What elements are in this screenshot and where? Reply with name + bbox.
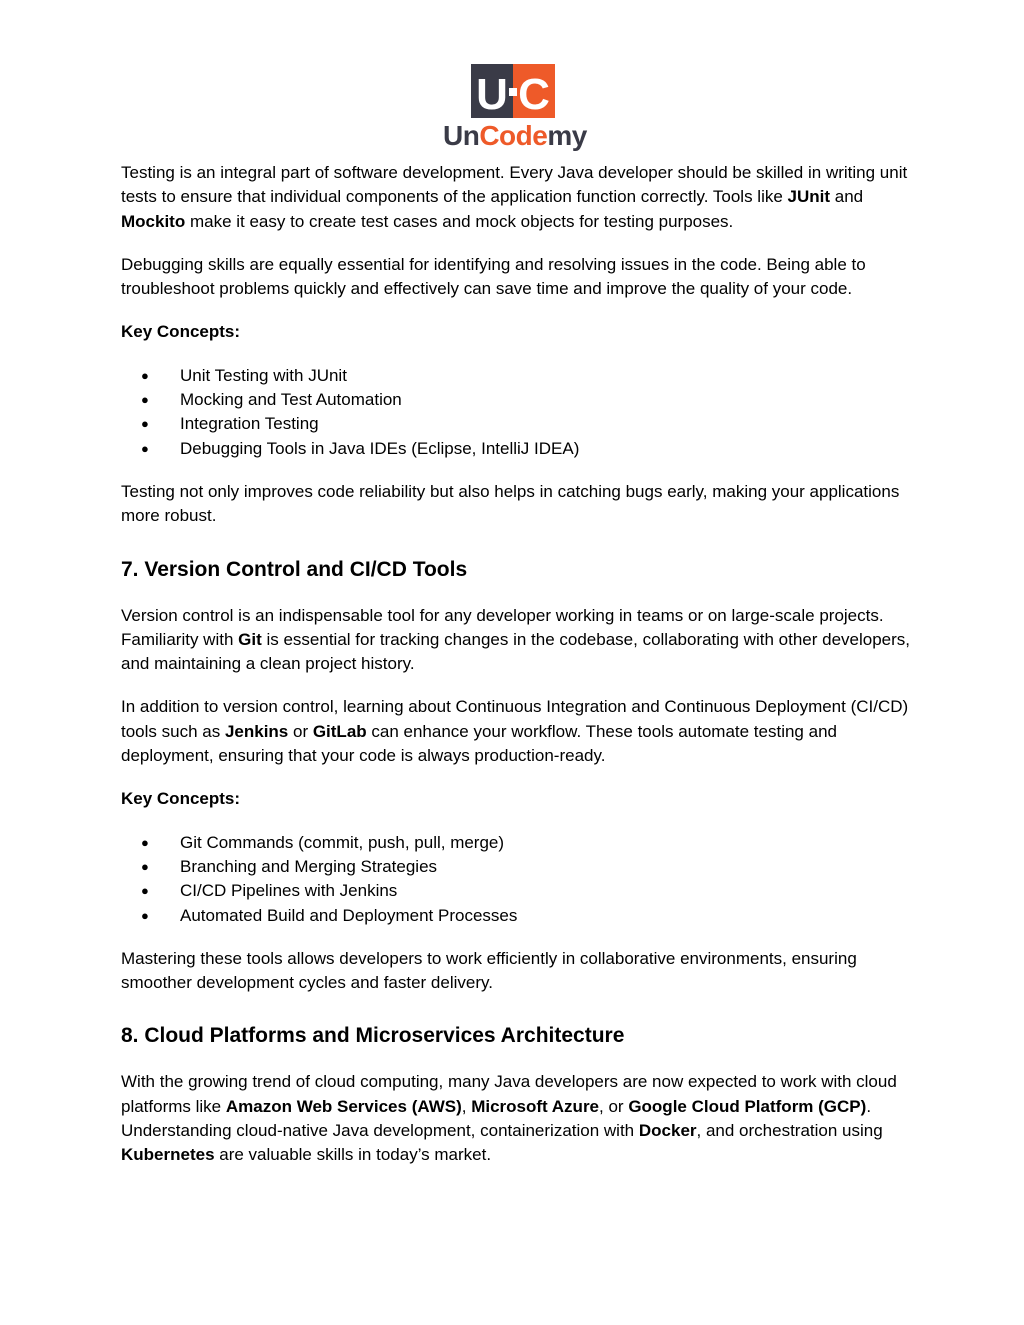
debugging-paragraph: Debugging skills are equally essential for identifying and resolving issues in the code. Being able to troubleshoot problems quickly and effectively can save time and improve the quality of your code. bbox=[121, 254, 866, 299]
section-8-heading: 8. Cloud Platforms and Microservices Architecture bbox=[121, 1024, 625, 1048]
bold-aws: Amazon Web Services (AWS) bbox=[225, 1096, 462, 1116]
text-run: is essential for tracking changes in the codebase, collaborating with other developers, and maintaining a clean project history. bbox=[121, 629, 911, 674]
uncodemy-logo bbox=[443, 62, 587, 154]
list-item: ● Unit Testing with JUnit bbox=[121, 364, 911, 388]
key-concepts-label: Key Concepts: bbox=[121, 789, 241, 809]
bold-docker: Docker bbox=[638, 1121, 697, 1141]
bold-azure: Microsoft Azure bbox=[471, 1096, 600, 1116]
wordmark-part-1: Un bbox=[443, 120, 480, 151]
cicd-paragraph bbox=[121, 695, 911, 768]
text-run: Testing is an integral part of software development. Every Java developer should be skilled in writing unit tests to ensure that individual components of the application function correctly. Tools like bbox=[121, 163, 908, 207]
version-control-paragraph bbox=[121, 604, 911, 677]
text-run: are valuable skills in today’s market. bbox=[214, 1145, 492, 1165]
text-run: can enhance your workflow. These tools automate testing and deployment, ensuring that your code is always production-ready. bbox=[121, 721, 837, 766]
key-concepts-label: Key Concepts: bbox=[121, 322, 241, 342]
text-run: , bbox=[461, 1096, 472, 1116]
list-item: ● Branching and Merging Strategies bbox=[121, 855, 911, 879]
list-item: ● CI/CD Pipelines with Jenkins bbox=[121, 879, 911, 903]
bold-gcp: Google Cloud Platform (GCP) bbox=[628, 1096, 867, 1116]
text-run: . Understanding cloud-native Java development, containerization with bbox=[121, 1096, 872, 1141]
list-item: ● Git Commands (commit, push, pull, merge) bbox=[121, 831, 911, 855]
section-7-heading: 7. Version Control and CI/CD Tools bbox=[121, 557, 468, 581]
logo-mark-left: U bbox=[476, 70, 508, 118]
text-run: make it easy to create test cases and mock objects for testing purposes. bbox=[185, 211, 734, 231]
testing-summary-paragraph: Testing not only improves code reliability but also helps in catching bugs early, making your applications more robust. bbox=[121, 481, 900, 526]
document-body bbox=[121, 161, 911, 1168]
section-7-summary-paragraph: Mastering these tools allows developers to work efficiently in collaborative environments, ensuring smoother development cycles and faster delivery. bbox=[121, 948, 857, 993]
text-run: , and orchestration using bbox=[696, 1121, 883, 1141]
logo-wordmark bbox=[443, 120, 587, 152]
testing-concepts-list bbox=[121, 364, 911, 461]
testing-intro-paragraph bbox=[121, 161, 911, 234]
logo-mark-icon bbox=[471, 64, 555, 118]
bold-mockito: Mockito bbox=[121, 211, 186, 231]
list-item: ● Automated Build and Deployment Processes bbox=[121, 904, 911, 928]
bold-gitlab: GitLab bbox=[312, 721, 367, 741]
list-item: ● Mocking and Test Automation bbox=[121, 388, 911, 412]
list-item: ● Integration Testing bbox=[121, 412, 911, 436]
text-run: or bbox=[288, 721, 313, 741]
bold-git: Git bbox=[238, 629, 262, 649]
wordmark-part-2: Code bbox=[479, 120, 548, 151]
text-run: , or bbox=[599, 1096, 629, 1116]
text-run: With the growing trend of cloud computing, many Java developers are now expected to work with cloud platforms like bbox=[121, 1072, 897, 1116]
logo-mark-right: C bbox=[518, 70, 550, 118]
wordmark-part-3: my bbox=[547, 120, 587, 151]
cloud-platforms-paragraph bbox=[121, 1070, 911, 1167]
text-run: and bbox=[830, 187, 864, 207]
bold-jenkins: Jenkins bbox=[224, 721, 289, 741]
text-run: In addition to version control, learning about Continuous Integration and Continuous Deployment (CI/CD) tools such as bbox=[121, 697, 909, 741]
text-run: Version control is an indispensable tool for any developer working in teams or on large-scale projects. Familiarity with bbox=[121, 605, 884, 649]
bold-kubernetes: Kubernetes bbox=[121, 1145, 215, 1165]
list-item: ● Debugging Tools in Java IDEs (Eclipse, IntelliJ IDEA) bbox=[121, 437, 911, 461]
bold-junit: JUnit bbox=[787, 187, 831, 207]
section-7-concepts-list bbox=[121, 831, 911, 928]
